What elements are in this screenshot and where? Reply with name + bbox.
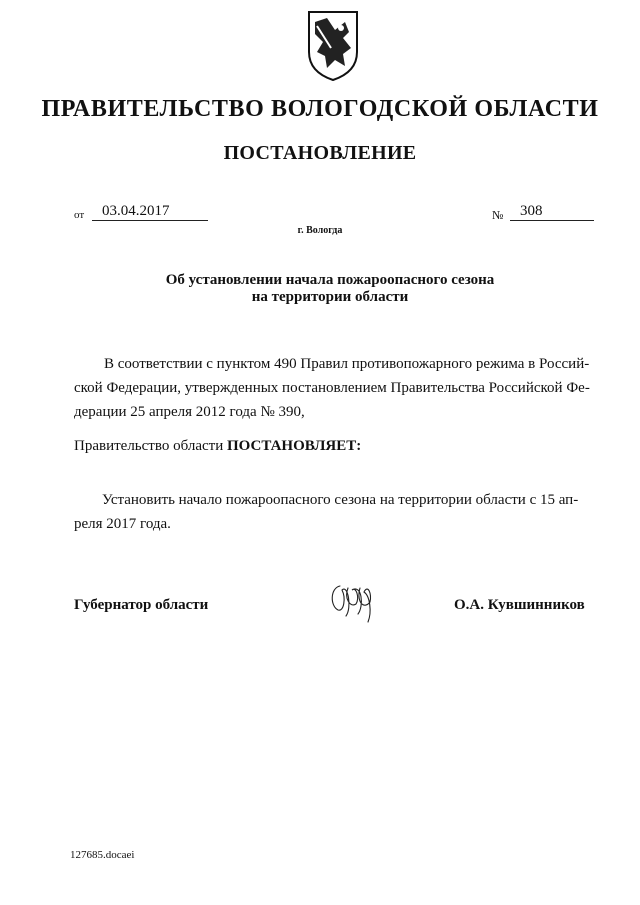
document-subject	[0, 272, 640, 306]
subject-line: на территории области	[251, 289, 409, 305]
decree-word: ПОСТАНОВЛЯЕТ:	[226, 438, 362, 454]
basis-line: дерации 25 апреля 2012 года № 390,	[74, 404, 305, 420]
decree-line	[74, 438, 361, 455]
decision-paragraph	[74, 488, 598, 536]
document-date: 03.04.2017	[92, 203, 208, 221]
date-label: от	[74, 209, 85, 221]
handwritten-signature	[326, 576, 376, 624]
decree-prefix: Правительство области	[74, 438, 224, 454]
government-title: ПРАВИТЕЛЬСТВО ВОЛОГОДСКОЙ ОБЛАСТИ	[41, 96, 599, 122]
file-reference: 127685.docaei	[70, 849, 135, 861]
subject-line: Об установлении начала пожароопасного сезона	[165, 272, 495, 288]
document-type: ПОСТАНОВЛЕНИЕ	[223, 142, 417, 164]
basis-line: В соответствии с пунктом 490 Правил противопожарного режима в Россий-	[104, 356, 590, 372]
number-label: №	[492, 208, 504, 222]
coat-of-arms-icon	[305, 8, 361, 84]
basis-line: ской Федерации, утвержденных постановлением Правительства Российской Фе-	[74, 380, 590, 396]
signatory-name: О.А. Кувшинников	[454, 597, 585, 613]
decision-line: реля 2017 года.	[74, 516, 171, 532]
signatory-position: Губернатор области	[74, 597, 209, 613]
decision-line: Установить начало пожароопасного сезона на территории области с 15 ап-	[102, 492, 579, 508]
basis-paragraph	[74, 352, 598, 424]
document-number: 308	[510, 203, 594, 221]
city: г. Вологда	[297, 225, 343, 236]
